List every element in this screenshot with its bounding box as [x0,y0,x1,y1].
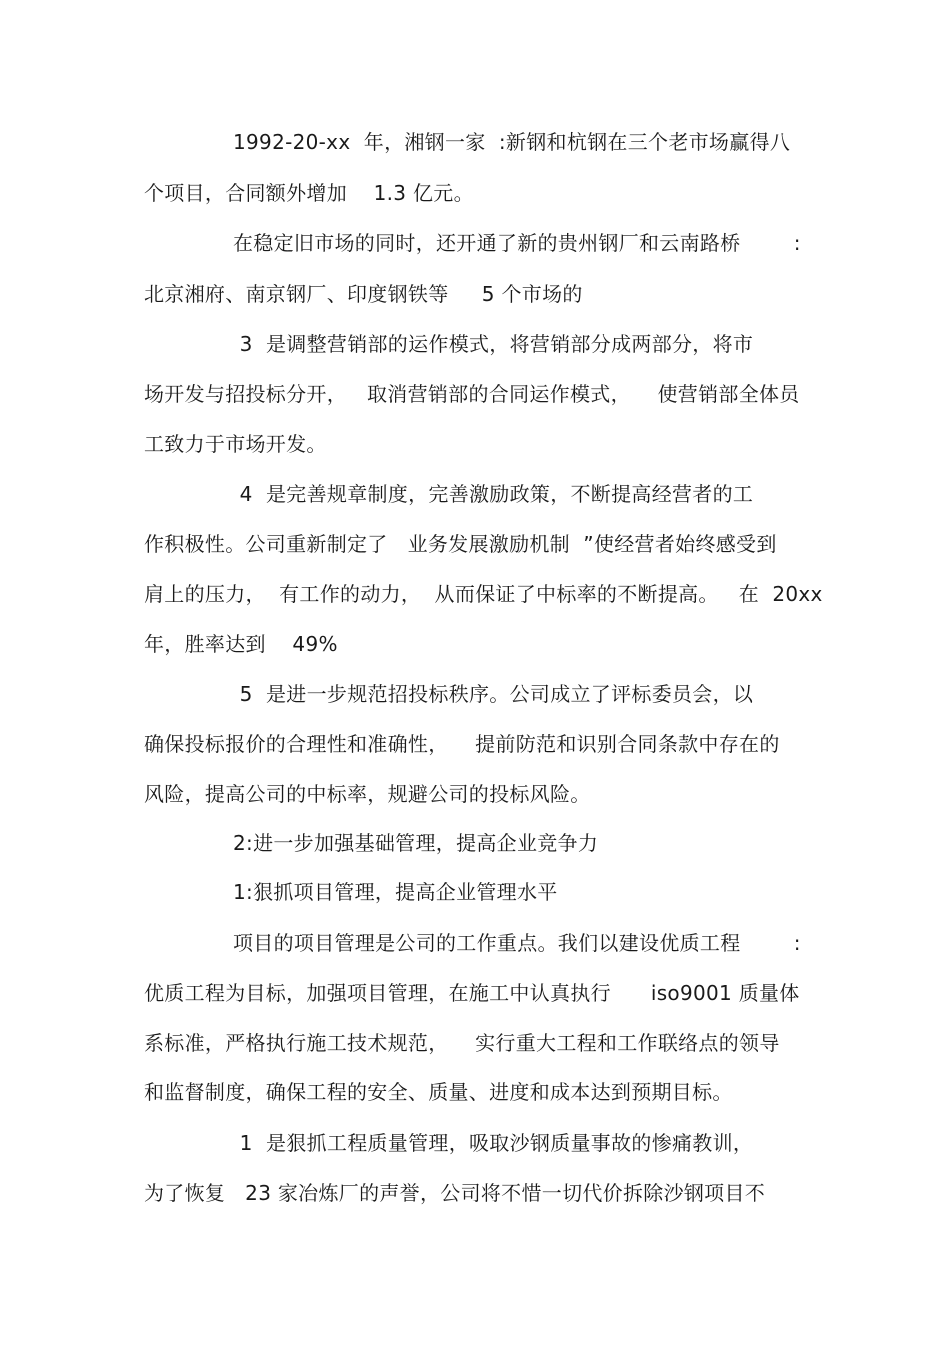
text-line: 项目的项目管理是公司的工作重点。我们以建设优质工程 : [233,931,801,955]
text-line: 确保投标报价的合理性和准确性， 提前防范和识别合同条款中存在的 [144,732,780,756]
text-line: 优质工程为目标，加强项目管理，在施工中认真执行 iso9001 质量体 [144,981,800,1005]
text-line: 场开发与招投标分开， 取消营销部的合同运作模式， 使营销部全体员 [144,382,800,406]
text-line: 工致力于市场开发。 [144,432,327,456]
text-line: 1992-20-xx 年，湘钢一家 :新钢和杭钢在三个老市场赢得八 [233,130,791,154]
text-line: 1 是狠抓工程质量管理，吸取沙钢质量事故的惨痛教训， [233,1131,754,1155]
text-line: 风险，提高公司的中标率，规避公司的投标风险。 [144,782,591,806]
text-line: 4 是完善规章制度，完善激励政策，不断提高经营者的工 [233,482,754,506]
text-line: 年，胜率达到 49% [144,632,338,656]
text-line: 作积极性。公司重新制定了 业务发展激励机制 ”使经营者始终感受到 [144,532,777,556]
text-line: 北京湘府、南京钢厂、印度钢铁等 5 个市场的 [144,282,583,306]
text-line: 在稳定旧市场的同时，还开通了新的贵州钢厂和云南路桥 : [233,231,801,255]
text-line: 和监督制度，确保工程的安全、质量、进度和成本达到预期目标。 [144,1080,733,1104]
text-line: 3 是调整营销部的运作模式，将营销部分成两部分，将市 [233,332,754,356]
text-line: 为了恢复 23 家冶炼厂的声誉，公司将不惜一切代价拆除沙钢项目不 [144,1181,766,1205]
text-line: 个项目，合同额外增加 1.3 亿元。 [144,181,474,205]
text-line: 5 是进一步规范招投标秩序。公司成立了评标委员会，以 [233,682,754,706]
text-line: 2:进一步加强基础管理，提高企业竞争力 [233,831,599,855]
text-line: 肩上的压力， 有工作的动力， 从而保证了中标率的不断提高。 在 20xx [144,582,823,606]
text-line: 系标准，严格执行施工技术规范， 实行重大工程和工作联络点的领导 [144,1031,780,1055]
text-line: 1:狠抓项目管理，提高企业管理水平 [233,880,558,904]
